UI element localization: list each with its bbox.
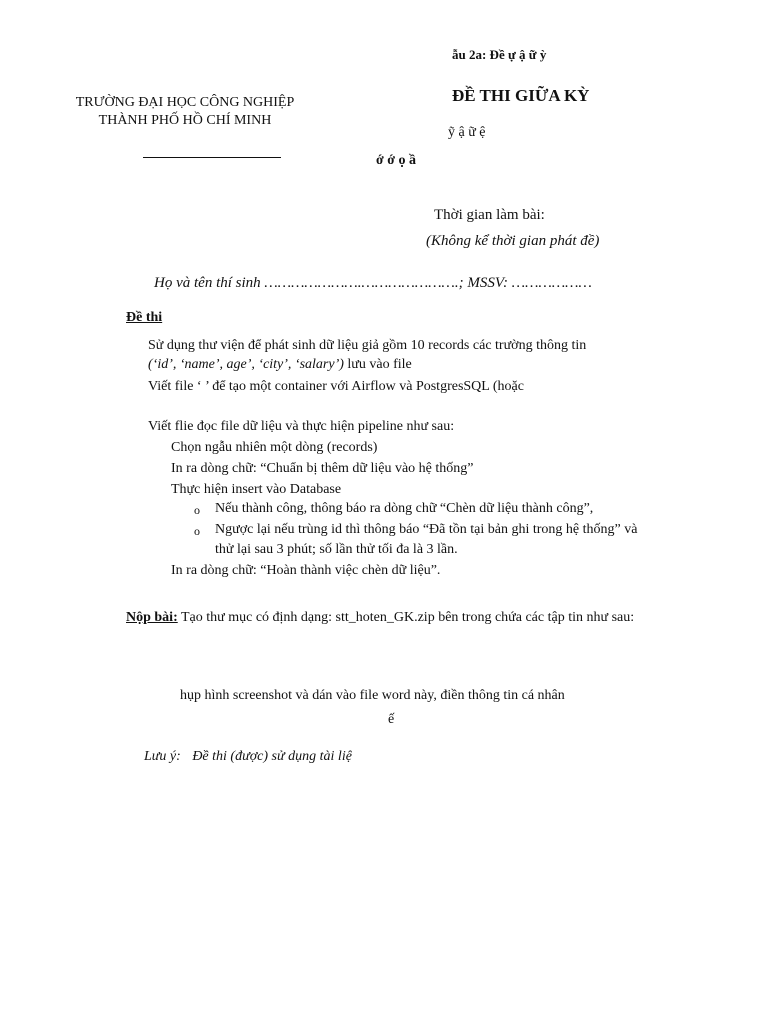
school-name-line1: TRƯỜNG ĐẠI HỌC CÔNG NGHIỆP [75, 95, 295, 110]
time-label: Thời gian làm bài: [434, 207, 545, 223]
header-divider [143, 157, 281, 158]
form-code: ẫu 2a: Đề ự ậ ữ ỳ [452, 47, 547, 62]
student-info-line: Họ và tên thí sinh ………………….………………….; MSSV: ……………… [154, 275, 592, 291]
note-label: Lưu ý: [144, 749, 181, 764]
submission-line [126, 610, 634, 626]
body-line-2-rest: lưu vào file [343, 357, 412, 372]
subject-line: ỹ ậ ữ ệ [448, 125, 486, 140]
pipeline-substep-2a: Ngược lại nếu trùng id thì thông báo “Đã tồn tại bản ghi trong hệ thống” và [215, 522, 638, 537]
field-list: (‘id’, ‘name’, age’, ‘city’, ‘salary’) [148, 357, 344, 372]
body-line-4: Viết flie đọc file dữ liệu và thực hiện pipeline như sau: [148, 419, 455, 434]
submission-text: Tạo thư mục có định dạng: stt_hoten_GK.zip bên trong chứa các tập tin như sau: [177, 610, 635, 625]
bullet-icon: o [194, 503, 200, 517]
pipeline-step-1: Chọn ngẫu nhiên một dòng (records) [171, 440, 378, 455]
body-line-2 [148, 357, 412, 373]
note-line [144, 749, 352, 765]
pipeline-step-2: In ra dòng chữ: “Chuẩn bị thêm dữ liệu vào hệ thống” [171, 461, 474, 476]
time-note: (Không kể thời gian phát đề) [426, 233, 600, 249]
submission-label: Nộp bài: [126, 610, 178, 625]
note-text: Đề thi (được) sử dụng tài liệ [192, 749, 352, 764]
pipeline-substep-2b: thử lại sau 3 phút; số lần thử tối đa là 3 lần. [215, 542, 458, 557]
body-line-3: Viết file ‘ ’ để tạo một container với Airflow và PostgresSQL (hoặc [148, 379, 524, 394]
class-line: ớ ớ ọ ầ [376, 153, 417, 168]
bullet-icon: o [194, 524, 200, 538]
submission-item-fragment: ế [388, 712, 395, 727]
submission-item-screenshot: hụp hình screenshot và dán vào file word này, điền thông tin cá nhân [180, 688, 565, 703]
pipeline-substep-1: Nếu thành công, thông báo ra dòng chữ “Chèn dữ liệu thành công”, [215, 501, 594, 516]
pipeline-step-3-text: Thực hiện insert vào Database [171, 482, 342, 497]
exam-title: ĐỀ THI GIỮA KỲ [452, 86, 590, 105]
body-line-1: Sử dụng thư viện để phát sinh dữ liệu giả gồm 10 records các trường thông tin [148, 338, 587, 353]
school-name-line2: THÀNH PHỐ HỒ CHÍ MINH [98, 113, 272, 128]
pipeline-step-4: In ra dòng chữ: “Hoàn thành việc chèn dữ liệu”. [171, 563, 441, 578]
section-title: Đề thi [126, 310, 163, 325]
pipeline-step-3 [171, 482, 341, 498]
